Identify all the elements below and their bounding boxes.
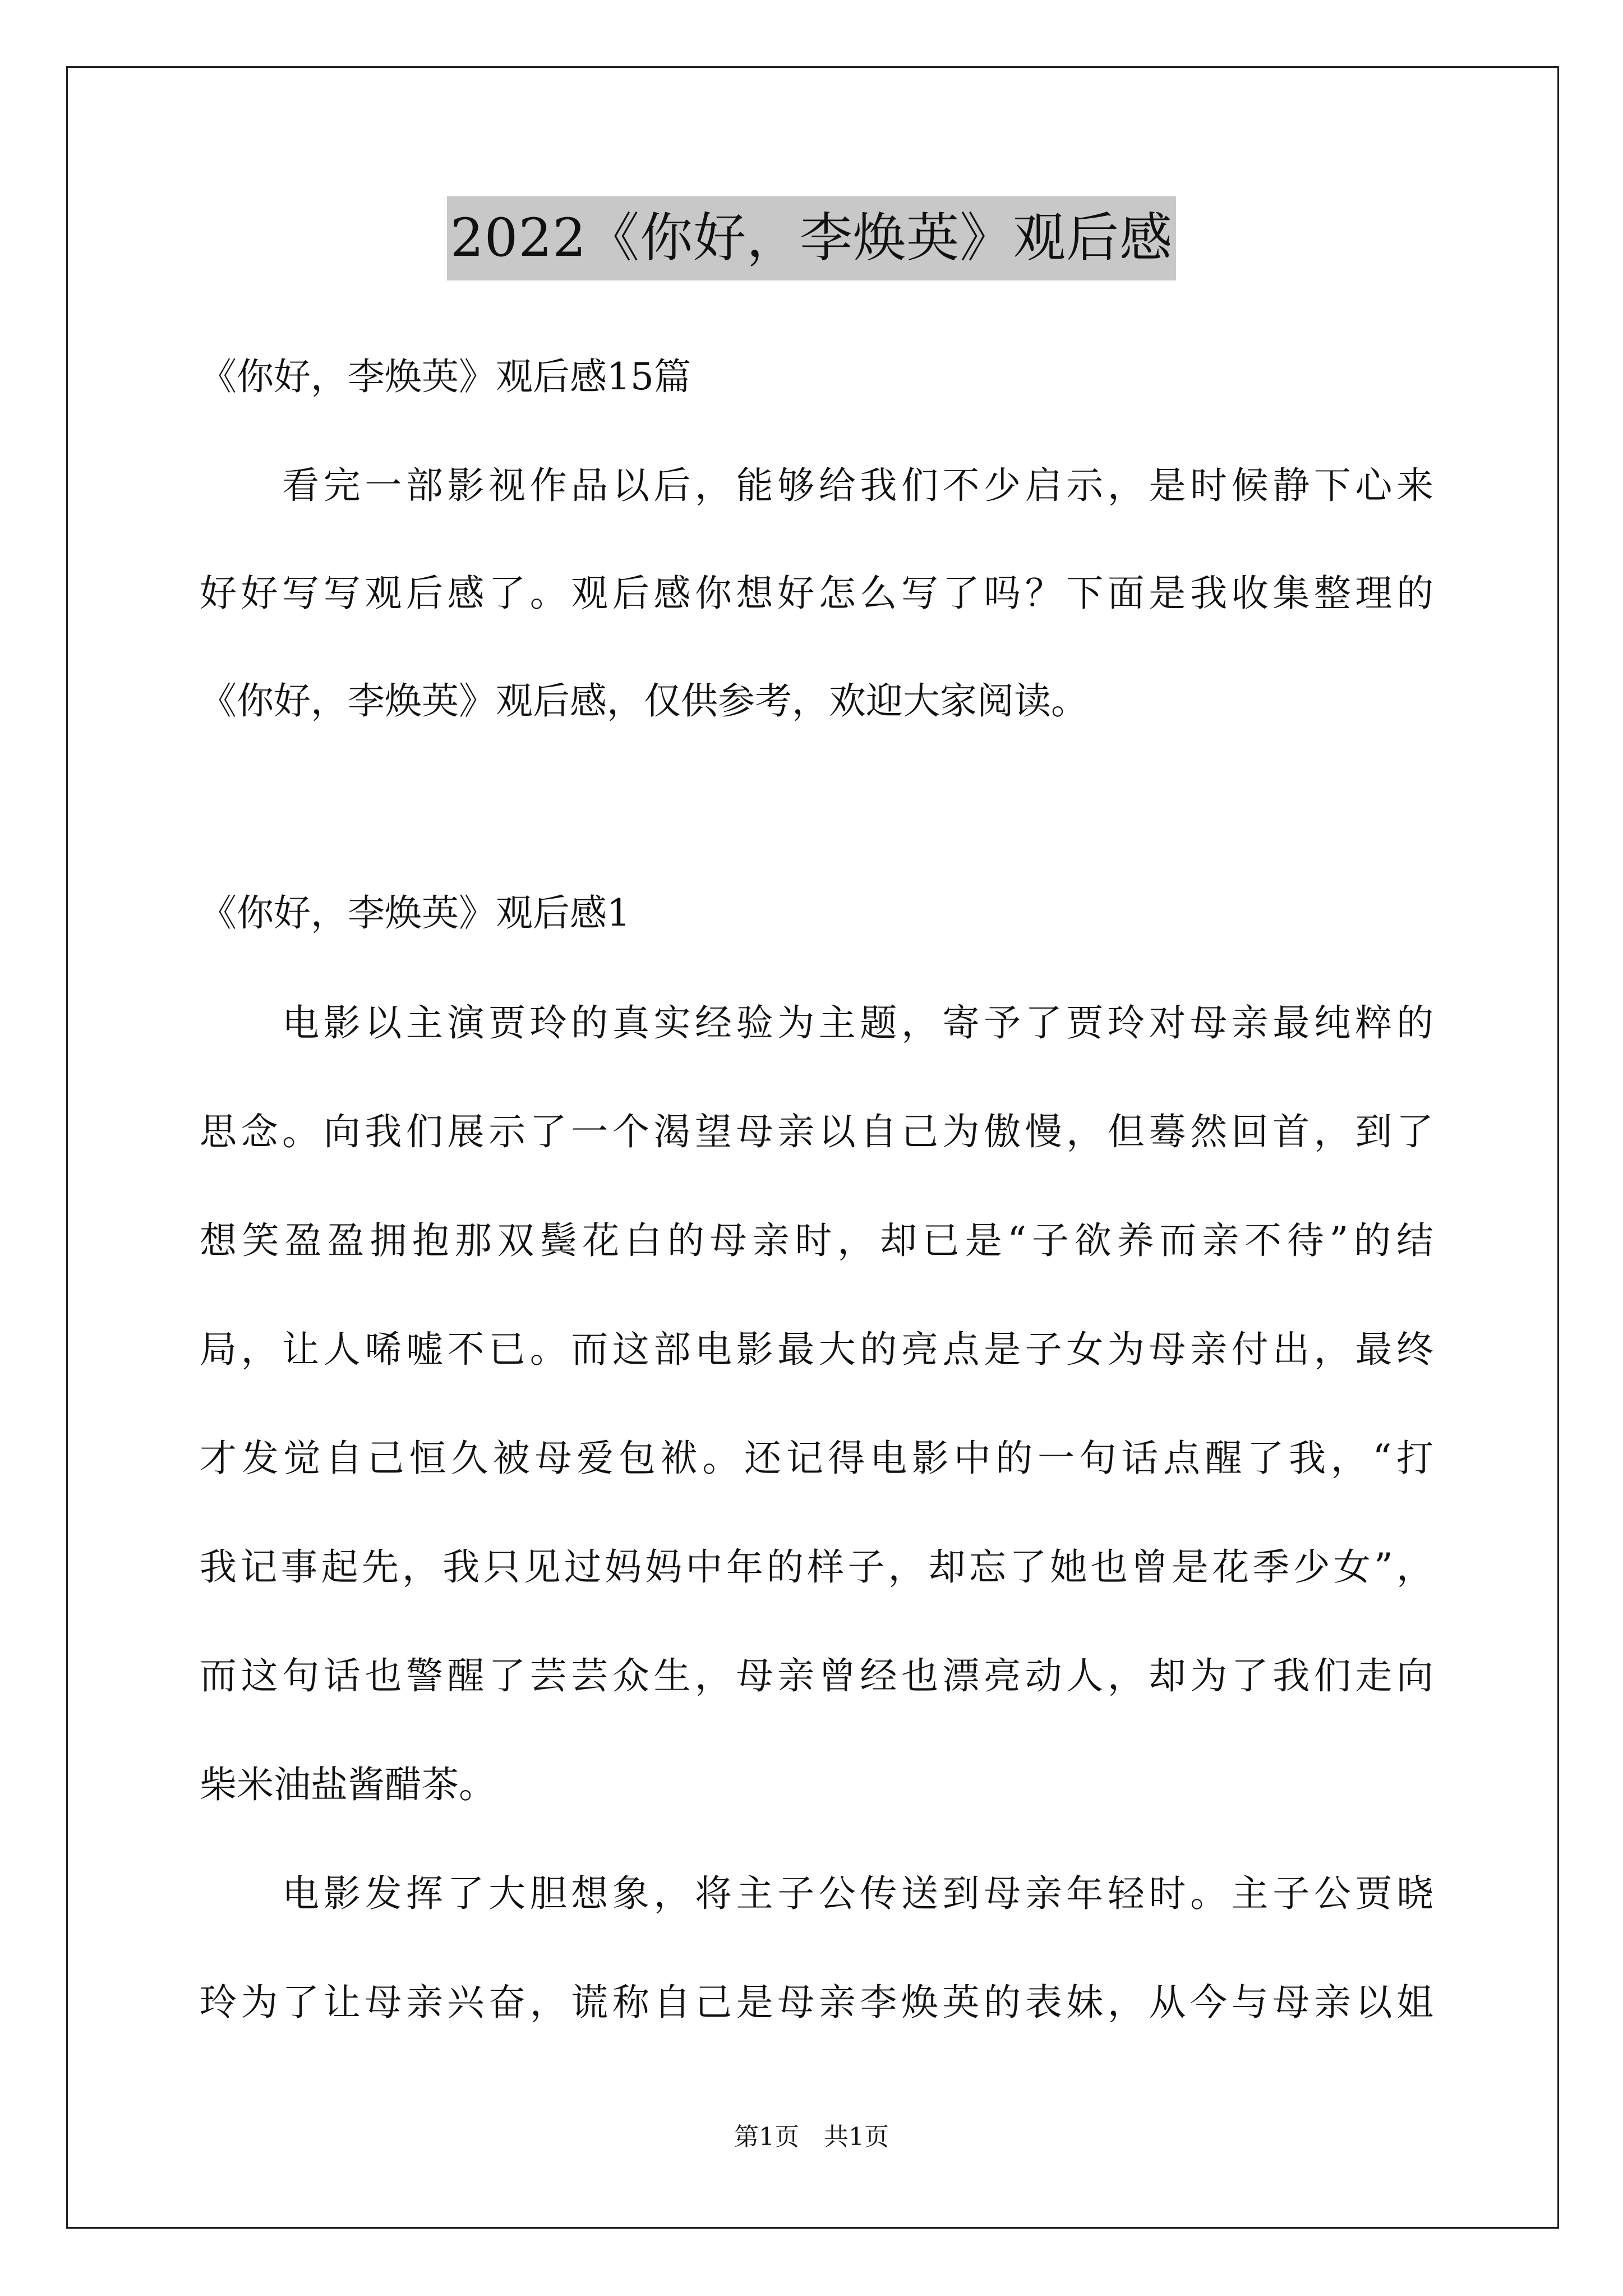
paragraph-line: 柴米油盐酱醋茶。 bbox=[200, 1763, 496, 1806]
paragraph-line: 局，让人唏嘘不已。而这部电影最大的亮点是子女为母亲付出，最终 bbox=[200, 1328, 1433, 1371]
paragraph-line: 思念。向我们展示了一个渴望母亲以自己为傲慢，但蓦然回首，到了 bbox=[200, 1110, 1433, 1153]
paragraph-line: 我记事起先，我只见过妈妈中年的样子，却忘了她也曾是花季少女”， bbox=[200, 1545, 1433, 1589]
document-subtitle: 《你好，李焕英》观后感15篇 bbox=[200, 355, 691, 398]
paragraph-line: 电影发挥了大胆想象，将主子公传送到母亲年轻时。主子公贾晓 bbox=[200, 1872, 1433, 1915]
paragraph-line: 想笑盈盈拥抱那双鬓花白的母亲时，却已是“子欲养而亲不待”的结 bbox=[200, 1219, 1433, 1262]
section-heading: 《你好，李焕英》观后感1 bbox=[200, 891, 630, 935]
intro-line: 《你好，李焕英》观后感，仅供参考，欢迎大家阅读。 bbox=[200, 679, 1088, 723]
page-footer: 第1页 共1页 bbox=[734, 2123, 889, 2151]
paragraph-line: 玲为了让母亲兴奋，谎称自己是母亲李焕英的表妹，从今与母亲以姐 bbox=[200, 1981, 1433, 2024]
intro-line: 看完一部影视作品以后，能够给我们不少启示，是时候静下心来 bbox=[200, 464, 1433, 507]
intro-line: 好好写写观后感了。观后感你想好怎么写了吗？下面是我收集整理的 bbox=[200, 572, 1433, 615]
document-title: 2022《你好，李焕英》观后感 bbox=[447, 196, 1176, 280]
title-container bbox=[0, 196, 1623, 280]
paragraph-line: 而这句话也警醒了芸芸众生，母亲曾经也漂亮动人，却为了我们走向 bbox=[200, 1654, 1433, 1697]
paragraph-line: 才发觉自己恒久被母爱包袱。还记得电影中的一句话点醒了我，“打 bbox=[200, 1437, 1433, 1480]
paragraph-line: 电影以主演贾玲的真实经验为主题，寄予了贾玲对母亲最纯粹的 bbox=[200, 1001, 1433, 1045]
